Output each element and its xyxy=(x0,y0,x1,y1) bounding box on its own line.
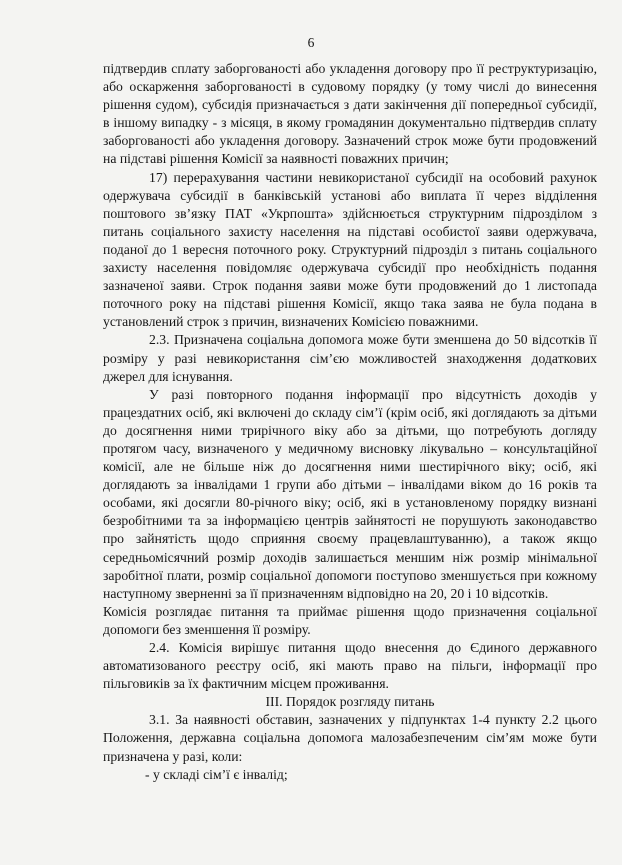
paragraph-3-1: 3.1. За наявності обставин, зазначених у підпунктах 1-4 пункту 2.2 цього Положення, державна соціальна допомога малозабезпеченим сім’ям може бути призначена у разі, коли: xyxy=(103,712,597,764)
paragraph-repeat-submission: У разі повторного подання інформації про відсутність доходів у працездатних осіб, які включені до складу сім’ї (крім осіб, які доглядають за дітьми до досягнення ними трирічного віку або за дітьми, що потребують догляду протягом часу, визначеного у медичному висновку лікувально – консультаційної комісії, але не більше ніж до досягнення ними шестирічного віку; осіб, які доглядають за інвалідами 1 групи або дітьми – інвалідами віком до 16 років та особами, які досягли 80-річного віку; осіб, які в установленому порядку визнані безробітними та за інформацією центрів зайнятості не порушують законодавство про зайнятість щодо сприяння своєму працевлаштуванню), а також якщо середньомісячний розмір доходів залишається меншим ніж розмір мінімальної заробітної плати, розмір соціальної допомоги поступово зменшується при кожному наступному зверненні за її призначенням відповідно на 20, 20 і 10 відсотків. xyxy=(103,386,597,601)
section-heading: ІІІ. Порядок розгляду питань xyxy=(265,694,435,710)
paragraph-commission-decision: Комісія розглядає питання та приймає рішення щодо призначення соціальної допомоги без зменшення її розміру. xyxy=(103,603,597,637)
paragraph-2-4: 2.4. Комісія вирішує питання щодо внесення до Єдиного державного автоматизованого реєстру осіб, які мають право на пільги, інформації про пільговиків за їх фактичним місцем проживання. xyxy=(103,640,597,692)
page-number: 6 xyxy=(307,35,315,50)
list-item-disabled-member: - у складі сім’ї є інвалід; xyxy=(145,766,288,782)
paragraph-item-17: 17) перерахування частини невикористаної субсидії на особовий рахунок одержувача субсидії в банківській установі або виплата її через відділення поштового зв’язку ПАТ «Укрпошта» здійснюється структурним підрозділом з питань соціального захисту населення на підставі особистої заяви одержувача, поданої до 1 вересня поточного року. Структурний підрозділ з питань соціального захисту населення повідомляє одержувача субсидії про необхідність подання зазначеної заяви. Строк подання заяви може бути продовжений до 1 листопада поточного року на підставі рішення Комісії, якщо така заява не була подана в установлений строк з причин, визначених Комісією поважними. xyxy=(103,169,597,330)
document-body xyxy=(103,60,597,784)
paragraph-subsidy-date: підтвердив сплату заборгованості або укладення договору про її реструктуризацію, або оскарження заборгованості в судовому порядку (у тому числі до винесення рішення судом), субсидія призначається з дати закінчення дії попередньої субсидії, в іншому випадку - з місяця, в якому громадянин документально підтвердив сплату заборгованості або укладення договору. Зазначений строк може бути продовжений на підставі рішення Комісії за наявності поважних причин; xyxy=(103,61,597,167)
paragraph-2-3: 2.3. Призначена соціальна допомога може бути зменшена до 50 відсотків її розміру у разі невикористання сім’єю можливостей знаходження додаткових джерел для існування. xyxy=(103,332,597,384)
